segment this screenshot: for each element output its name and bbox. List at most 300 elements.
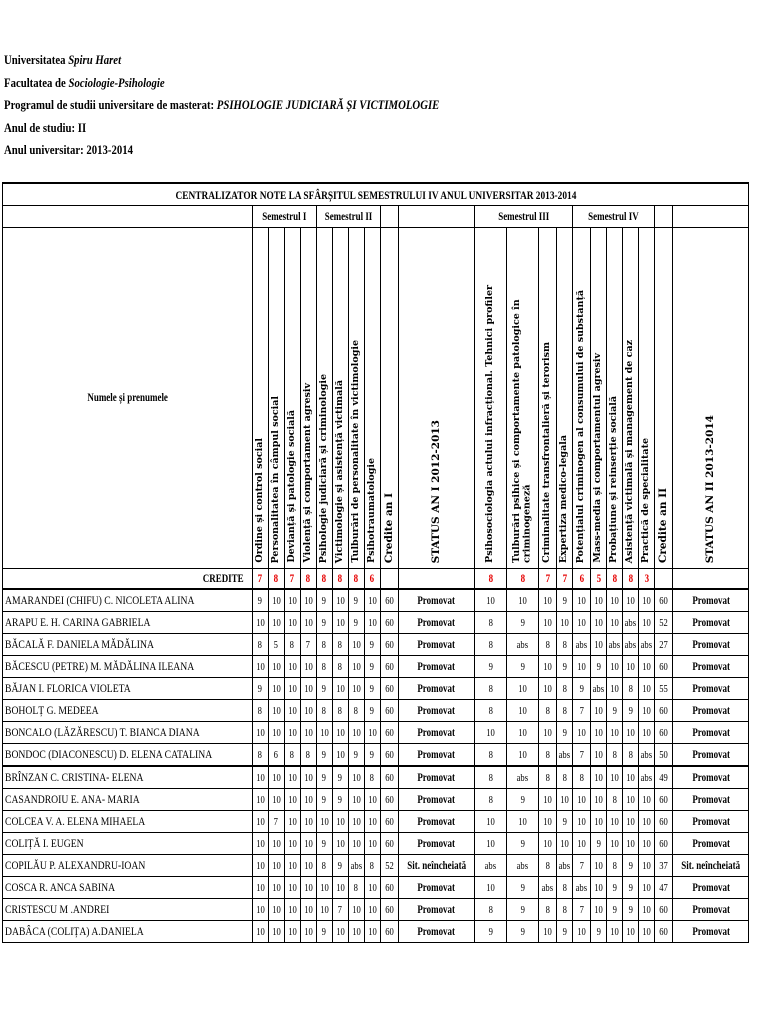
grade-cell-text: 10: [610, 771, 619, 784]
grade-cell: [475, 766, 507, 789]
grade-cell: [573, 678, 591, 700]
grade-cell-text: 7: [305, 638, 311, 651]
grade-cell-text: abs: [516, 771, 529, 784]
student-name: [3, 811, 253, 833]
grade-cell-text: 10: [303, 616, 313, 629]
grade-cell: [364, 833, 380, 855]
credit-value-text: 8: [628, 572, 633, 585]
grade-cell-text: abs: [516, 859, 529, 872]
status-cell: [673, 921, 749, 943]
grade-cell-text: 10: [271, 925, 281, 938]
status-cell: [398, 877, 474, 899]
status-cell-text: Promovat: [691, 793, 730, 806]
subject-label: Violență și comportament agresiv: [301, 383, 313, 563]
status-cell: [398, 855, 474, 877]
grade-cell-text: 9: [321, 682, 327, 695]
table-row: [3, 899, 749, 921]
student-name: [3, 744, 253, 767]
grade-cell-text: 9: [562, 925, 567, 938]
grade-cell-text: 10: [642, 616, 651, 629]
grade-cell: [268, 855, 284, 877]
grade-cell: [655, 612, 673, 634]
grade-cell-text: 10: [287, 925, 297, 938]
grade-cell-text: 8: [289, 748, 295, 761]
grade-cell: [348, 899, 364, 921]
grade-cell: [268, 789, 284, 811]
grade-cell-text: 9: [369, 638, 375, 651]
student-name-text: COLCEA V. A. ELENA MIHAELA: [5, 815, 146, 828]
grade-cell-text: 9: [488, 925, 493, 938]
grade-cell-text: 10: [255, 859, 265, 872]
credit-value: [348, 569, 364, 590]
grade-cell-text: 9: [520, 660, 525, 673]
grade-cell-text: 10: [642, 881, 651, 894]
grade-cell-text: 10: [642, 660, 651, 673]
grade-cell-text: 10: [642, 726, 651, 739]
grade-cell-text: 10: [287, 859, 297, 872]
credit-value: [655, 569, 673, 590]
grade-cell-text: 7: [579, 859, 584, 872]
grade-cell-text: 10: [271, 859, 281, 872]
credit-value: [607, 569, 623, 590]
student-name: [3, 700, 253, 722]
grade-cell-text: 60: [384, 815, 394, 828]
grade-cell-text: 8: [257, 638, 263, 651]
grade-cell: [655, 744, 673, 767]
document-header: [4, 49, 439, 162]
grade-cell: [639, 766, 655, 789]
grade-cell: [557, 789, 573, 811]
status-cell-text: Promovat: [691, 616, 730, 629]
table-row: [3, 811, 749, 833]
credit-value-text: 8: [520, 572, 525, 585]
grade-cell-text: 9: [353, 594, 359, 607]
grade-cell-text: 10: [543, 925, 552, 938]
status-cell-text: Promovat: [691, 726, 730, 739]
grade-cell: [607, 899, 623, 921]
grade-cell-text: 10: [560, 616, 569, 629]
grade-cell-text: 9: [520, 793, 525, 806]
grade-cell-text: 10: [287, 726, 297, 739]
semester-4-header-text: Semestrul IV: [588, 210, 639, 223]
grade-cell: [475, 634, 507, 656]
grade-cell: [332, 722, 348, 744]
grade-cell-text: 7: [273, 815, 279, 828]
grade-cell-text: 10: [255, 815, 265, 828]
grade-cell-text: 10: [543, 837, 552, 850]
grade-cell: [623, 656, 639, 678]
grade-cell: [607, 855, 623, 877]
grade-cell-text: 10: [335, 616, 345, 629]
grade-cell-text: 49: [659, 771, 668, 784]
grade-cell: [623, 789, 639, 811]
grade-cell-text: 10: [351, 793, 361, 806]
student-name: [3, 877, 253, 899]
subject-label: Criminalitate transfrontalieră și terorism: [541, 342, 553, 563]
grade-cell-text: abs: [558, 748, 571, 761]
grade-cell: [573, 766, 591, 789]
grade-cell: [507, 700, 539, 722]
status-cell-text: Sit. neîncheiată: [681, 859, 741, 872]
credit-value-text: 8: [321, 572, 327, 585]
grade-cell-text: 10: [319, 903, 329, 916]
grade-cell: [252, 811, 268, 833]
grade-cell: [639, 833, 655, 855]
grade-cell-text: 10: [543, 594, 552, 607]
grade-cell-text: 10: [594, 881, 603, 894]
status-cell: [398, 899, 474, 921]
student-name: [3, 589, 253, 612]
student-name: [3, 766, 253, 789]
grade-cell: [607, 744, 623, 767]
grade-cell: [284, 789, 300, 811]
grade-cell-text: 9: [520, 837, 525, 850]
grade-cell-text: 9: [612, 903, 617, 916]
grade-cell-text: 8: [321, 638, 327, 651]
grade-cell: [268, 700, 284, 722]
subject-label: Credite an I: [382, 492, 395, 563]
grade-cell: [507, 589, 539, 612]
grade-cell-text: 8: [545, 638, 550, 651]
grade-cell: [507, 766, 539, 789]
grade-cell: [591, 789, 607, 811]
grade-cell: [364, 899, 380, 921]
grade-cell: [348, 744, 364, 767]
grade-cell-text: 9: [596, 837, 601, 850]
grade-cell: [316, 744, 332, 767]
grade-cell: [557, 700, 573, 722]
grade-cell-text: 8: [562, 903, 567, 916]
grade-cell-text: 10: [367, 616, 377, 629]
grade-cell: [607, 789, 623, 811]
semester-corner: [3, 206, 253, 228]
grade-cell: [591, 833, 607, 855]
grade-cell-text: abs: [575, 638, 588, 651]
grade-cell: [364, 877, 380, 899]
grade-cell: [475, 612, 507, 634]
grade-cell: [252, 634, 268, 656]
status-cell: [673, 589, 749, 612]
grade-cell-text: 10: [577, 594, 586, 607]
grade-cell: [655, 678, 673, 700]
grade-cell: [607, 722, 623, 744]
grade-cell-text: 50: [659, 748, 668, 761]
credit-value: [300, 569, 316, 590]
table-row: [3, 722, 749, 744]
status-cell: [673, 789, 749, 811]
name-column-header-text: Numele și prenumele: [87, 392, 168, 404]
grade-cell-text: 10: [594, 616, 603, 629]
grade-cell-text: 8: [369, 771, 375, 784]
grade-cell-text: 10: [303, 881, 313, 894]
grade-cell: [591, 811, 607, 833]
grade-cell: [332, 700, 348, 722]
grade-cell-text: 10: [518, 815, 527, 828]
grade-cell-text: 10: [642, 925, 651, 938]
grade-cell: [639, 921, 655, 943]
grade-cell-text: 9: [562, 594, 567, 607]
grade-cell-text: 8: [369, 859, 375, 872]
grade-cell: [557, 766, 573, 789]
grade-cell: [348, 855, 364, 877]
grade-cell: [284, 921, 300, 943]
grade-cell-text: 9: [628, 859, 633, 872]
name-column-header: [3, 228, 253, 569]
grade-cell: [300, 722, 316, 744]
status-cell: [398, 833, 474, 855]
grade-cell-text: 8: [612, 793, 617, 806]
subject-header: [332, 228, 348, 569]
subject-label: Personalitatea în câmpul social: [269, 395, 281, 563]
grade-cell-text: 9: [562, 726, 567, 739]
grade-cell: [300, 700, 316, 722]
table-row: [3, 656, 749, 678]
grade-cell-text: 60: [659, 837, 668, 850]
grade-cell-text: 8: [488, 771, 493, 784]
grade-cell-text: 10: [287, 815, 297, 828]
grade-cell: [607, 877, 623, 899]
grade-cell-text: 9: [369, 748, 375, 761]
grade-cell: [539, 833, 557, 855]
grade-cell-text: 10: [594, 771, 603, 784]
grade-cell-text: 8: [545, 903, 550, 916]
grade-cell-text: 10: [351, 925, 361, 938]
grade-cell-text: 10: [287, 660, 297, 673]
grade-cell: [475, 855, 507, 877]
credit-value: [380, 569, 398, 590]
grade-cell: [332, 634, 348, 656]
credit-value-text: 6: [369, 572, 375, 585]
grade-cell: [364, 855, 380, 877]
grade-cell: [284, 833, 300, 855]
grade-cell: [475, 656, 507, 678]
grade-cell: [316, 855, 332, 877]
grade-cell-text: 8: [305, 748, 311, 761]
credit-value: [623, 569, 639, 590]
grade-cell: [268, 899, 284, 921]
grade-cell: [639, 877, 655, 899]
grade-cell: [316, 678, 332, 700]
grade-cell: [539, 589, 557, 612]
grade-cell: [380, 833, 398, 855]
status-cell: [673, 877, 749, 899]
grade-cell: [557, 744, 573, 767]
grade-cell-text: 8: [353, 881, 359, 894]
grade-cell-text: abs: [608, 638, 621, 651]
grade-cell: [557, 811, 573, 833]
grade-cell-text: 10: [351, 903, 361, 916]
grade-cell-text: 10: [626, 726, 635, 739]
grade-cell: [332, 899, 348, 921]
grade-cell-text: 60: [659, 660, 668, 673]
grade-cell-text: 10: [271, 903, 281, 916]
grade-cell-text: abs: [624, 616, 637, 629]
grade-cell: [507, 877, 539, 899]
grade-cell-text: 10: [610, 616, 619, 629]
grade-cell-text: 55: [659, 682, 668, 695]
grade-cell: [539, 811, 557, 833]
grade-cell-text: 10: [255, 881, 265, 894]
grade-cell-text: 10: [255, 660, 265, 673]
grade-cell-text: 10: [577, 660, 586, 673]
grade-cell: [655, 700, 673, 722]
grade-cell-text: 10: [287, 616, 297, 629]
status-cell: [398, 589, 474, 612]
grade-cell-text: 60: [384, 682, 394, 695]
grade-cell: [655, 833, 673, 855]
grade-cell-text: 8: [612, 859, 617, 872]
grade-cell-text: 10: [543, 793, 552, 806]
student-name-text: CRISTESCU M .ANDREI: [5, 903, 110, 916]
grade-cell-text: 10: [367, 594, 377, 607]
grade-cell-text: 9: [321, 616, 327, 629]
subject-header: [380, 228, 398, 569]
grade-cell-text: 10: [518, 726, 527, 739]
grade-cell-text: 8: [353, 704, 359, 717]
grade-cell: [364, 612, 380, 634]
student-name-text: DABÂCA (COLIȚA) A.DANIELA: [5, 925, 144, 938]
grade-cell: [655, 899, 673, 921]
grade-cell: [284, 589, 300, 612]
subject-label: Asistență victimală și management de caz: [624, 339, 636, 563]
grade-cell: [364, 678, 380, 700]
grade-cell: [539, 899, 557, 921]
grade-cell: [573, 811, 591, 833]
status-cell-text: Promovat: [691, 748, 730, 761]
grade-cell-text: 60: [384, 726, 394, 739]
grade-cell-text: 6: [273, 748, 279, 761]
grade-cell-text: 9: [612, 881, 617, 894]
grade-cell: [573, 700, 591, 722]
grade-cell: [507, 744, 539, 767]
grade-cell: [348, 877, 364, 899]
grade-cell-text: 10: [335, 594, 345, 607]
grade-cell: [639, 855, 655, 877]
grade-cell-text: 10: [271, 881, 281, 894]
grade-cell: [475, 722, 507, 744]
grade-cell: [364, 766, 380, 789]
status-cell: [673, 612, 749, 634]
status-cell: [398, 656, 474, 678]
grade-cell-text: 10: [610, 594, 619, 607]
grade-cell: [300, 766, 316, 789]
student-name: [3, 789, 253, 811]
grade-cell-text: 10: [543, 616, 552, 629]
grade-cell: [607, 589, 623, 612]
grade-cell-text: 8: [337, 638, 343, 651]
grade-cell: [507, 921, 539, 943]
status-cell-text: Promovat: [691, 682, 730, 695]
grade-cell: [591, 899, 607, 921]
grade-cell: [380, 921, 398, 943]
grade-cell-text: 9: [369, 704, 375, 717]
grade-cell: [573, 899, 591, 921]
grade-cell-text: 10: [642, 837, 651, 850]
subject-label: Ordine și control social: [253, 438, 265, 563]
grade-cell: [607, 700, 623, 722]
grade-cell: [268, 877, 284, 899]
credit-value: [475, 569, 507, 590]
status-cell: [398, 744, 474, 767]
grade-cell-text: 10: [367, 837, 377, 850]
grade-cell: [655, 634, 673, 656]
grade-cell-text: 5: [273, 638, 279, 651]
grade-cell: [655, 656, 673, 678]
grade-cell: [300, 612, 316, 634]
student-name-text: COSCA R. ANCA SABINA: [5, 881, 116, 894]
grade-cell: [284, 612, 300, 634]
grade-cell: [507, 612, 539, 634]
grade-cell-text: 10: [271, 771, 281, 784]
subject-header: [475, 228, 507, 569]
grade-cell-text: abs: [640, 771, 653, 784]
status-cell-text: Promovat: [417, 638, 456, 651]
grade-cell: [623, 612, 639, 634]
grade-cell-text: 10: [255, 793, 265, 806]
credit-value: [507, 569, 539, 590]
university-label: Universitatea: [4, 53, 69, 67]
grade-cell: [268, 634, 284, 656]
student-name-text: BRÎNZAN C. CRISTINA- ELENA: [5, 771, 144, 784]
credit-value-text: 8: [273, 572, 279, 585]
status-cell: [673, 766, 749, 789]
grade-cell-text: 8: [488, 682, 493, 695]
grade-cell: [316, 656, 332, 678]
status-cell-text: Promovat: [417, 616, 456, 629]
credits-label: [3, 569, 253, 590]
grade-cell-text: 9: [579, 682, 584, 695]
grade-cell-text: 60: [659, 726, 668, 739]
grade-cell-text: 47: [659, 881, 668, 894]
grade-cell: [623, 855, 639, 877]
grade-cell-text: 60: [659, 704, 668, 717]
grade-cell-text: 10: [594, 594, 603, 607]
grade-cell: [573, 612, 591, 634]
grade-cell-text: 9: [612, 704, 617, 717]
student-name: [3, 899, 253, 921]
grade-cell: [364, 744, 380, 767]
semester-2-header: [316, 206, 380, 228]
grade-cell-text: 52: [659, 616, 668, 629]
semester-3-header-text: Semestrul III: [497, 210, 550, 223]
grade-cell: [364, 700, 380, 722]
grade-cell-text: 9: [337, 793, 343, 806]
grade-cell: [623, 589, 639, 612]
grade-cell-text: 8: [321, 704, 327, 717]
university-name: Spiru Haret: [68, 53, 122, 67]
grade-cell-text: 10: [303, 859, 313, 872]
grade-cell-text: 10: [271, 682, 281, 695]
status-cell: [673, 700, 749, 722]
grade-cell-text: 10: [577, 815, 586, 828]
grade-cell-text: 10: [594, 748, 603, 761]
grade-cell: [268, 833, 284, 855]
grade-cell-text: 8: [337, 660, 343, 673]
student-name: [3, 722, 253, 744]
grade-cell-text: 60: [384, 704, 394, 717]
subject-header: [539, 228, 557, 569]
grade-cell: [607, 766, 623, 789]
grade-cell: [284, 766, 300, 789]
grade-cell-text: 9: [353, 748, 359, 761]
grade-cell: [348, 833, 364, 855]
grade-cell: [655, 722, 673, 744]
subject-header: [364, 228, 380, 569]
grade-cell: [300, 921, 316, 943]
grade-cell: [348, 589, 364, 612]
grade-cell-text: 10: [303, 925, 313, 938]
grade-cell: [316, 700, 332, 722]
